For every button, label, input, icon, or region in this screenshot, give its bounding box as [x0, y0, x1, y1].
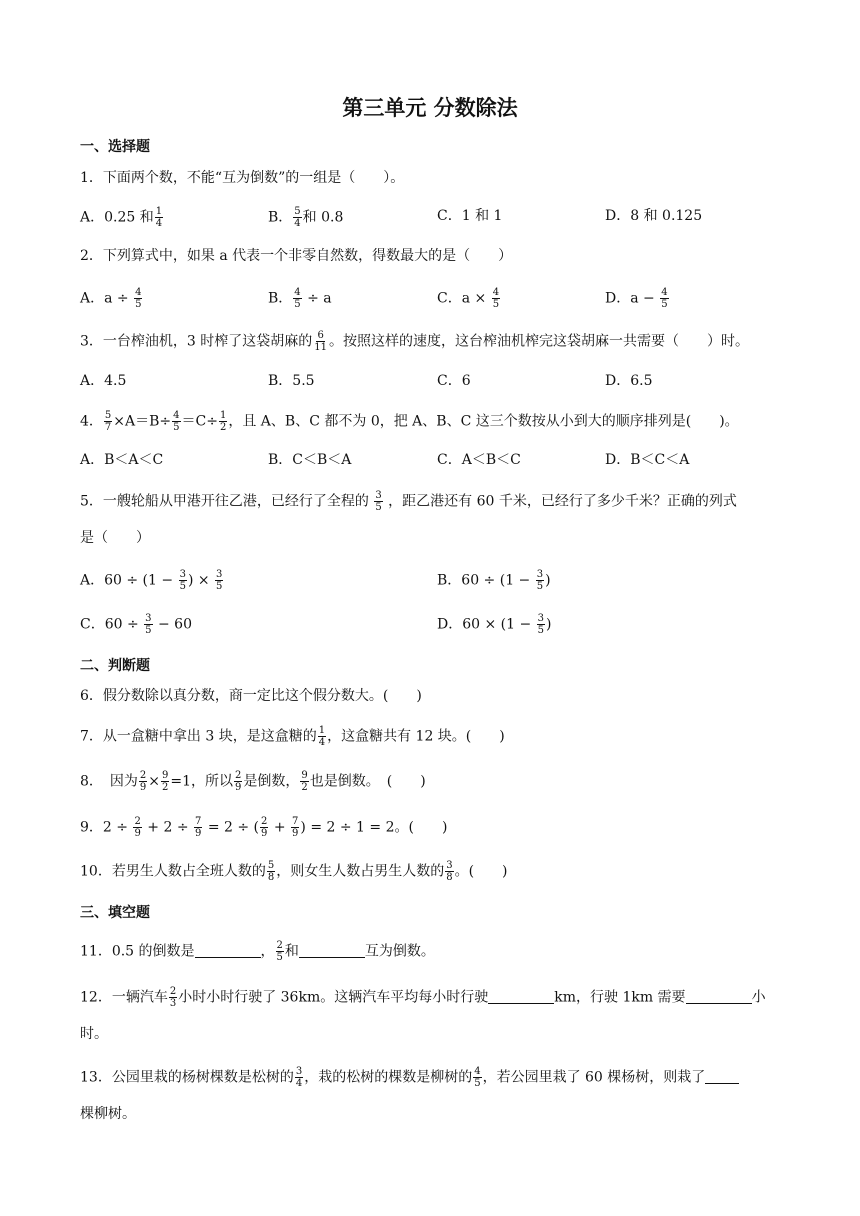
q1-option-b: B． $\frac{5}{4}$ 和 0.8	[268, 206, 344, 229]
question-8: 8． 因为 $\frac{2}{9}$ × $\frac{9}{2}$ =1，所以 $\frac{2}{9}$ 是倒数， $\frac{9}{2}$ 也是倒数。 ( )	[80, 770, 426, 793]
fraction: $\frac{4}{5}$	[661, 287, 668, 310]
fraction: $\frac{3}{5}$	[537, 613, 545, 636]
fraction: $\frac{5}{7}$	[104, 410, 112, 433]
fraction: $\frac{4}{5}$	[135, 287, 142, 310]
q1-option-c: C．1 和 1	[437, 208, 503, 224]
q2-option-d: D．a − $\frac{4}{5}$	[605, 287, 668, 310]
q1-option-d: D．8 和 0.125	[605, 208, 703, 224]
fraction: $\frac{3}{5}$	[179, 569, 186, 592]
question-13-continued: 棵柳树。	[80, 1106, 136, 1122]
fraction: $\frac{3}{5}$	[216, 569, 223, 592]
question-7: 7．从一盒糖中拿出 3 块，是这盒糖的 $\frac{1}{4}$ ，这盒糖共有 12 块。( )	[80, 725, 505, 748]
question-10: 10．若男生人数占全班人数的 $\frac{5}{8}$ ，则女生人数占男生人数的 $\frac{3}{8}$ 。( )	[80, 860, 508, 883]
question-9: 9．2 ÷ $\frac{2}{9}$ + 2 ÷ $\frac{7}{9}$ = 2 ÷ ( $\frac{2}{9}$ + $\frac{7}{9}$ ) = 2 ÷ 1 = 2。( )	[80, 816, 448, 839]
page-title: 第三单元 分数除法	[342, 96, 518, 120]
fraction: $\frac{7}{9}$	[292, 816, 299, 839]
section-heading-fill: 三、填空题	[80, 905, 150, 921]
fraction: $\frac{1}{2}$	[219, 410, 227, 433]
fraction: $\frac{9}{2}$	[301, 770, 308, 793]
fraction: $\frac{2}{5}$	[276, 940, 283, 963]
fraction: $\frac{2}{9}$	[139, 770, 147, 793]
q3-option-c: C．6	[437, 373, 471, 389]
fraction: $\frac{1}{4}$	[318, 725, 326, 748]
fraction: $\frac{2}{9}$	[134, 816, 141, 839]
fraction: $\frac{3}{5}$	[536, 569, 544, 592]
fraction: $\frac{4}{5}$	[492, 287, 500, 310]
q4-option-a: A．B＜A＜C	[80, 452, 164, 468]
question-6: 6．假分数除以真分数，商一定比这个假分数大。( )	[80, 688, 422, 704]
fraction: $\frac{7}{9}$	[195, 816, 202, 839]
q4-option-b: B．C＜B＜A	[268, 452, 352, 468]
q5-option-b: B．60 ÷ (1 − $\frac{3}{5}$ )	[437, 569, 551, 592]
q3-option-d: D．6.5	[605, 373, 653, 389]
fraction: $\frac{6}{11}$	[314, 330, 327, 353]
question-2-stem: 2．下列算式中，如果 a 代表一个非零自然数，得数最大的是（ ）	[80, 248, 513, 264]
fraction: $\frac{4}{5}$	[294, 287, 301, 310]
answer-blank[interactable]	[299, 957, 365, 958]
answer-blank[interactable]	[488, 1003, 554, 1004]
fraction: $\frac{5}{4}$	[294, 206, 301, 229]
question-12-continued: 时。	[80, 1026, 108, 1042]
q2-option-a: A．a ÷ $\frac{4}{5}$	[80, 287, 142, 310]
q5-option-a: A．60 ÷ (1 − $\frac{3}{5}$ ) × $\frac{3}{5}$	[80, 569, 223, 592]
fraction: $\frac{3}{5}$	[145, 613, 152, 636]
q4-option-c: C．A＜B＜C	[437, 452, 521, 468]
answer-blank[interactable]	[705, 1083, 739, 1084]
fraction: $\frac{9}{2}$	[162, 770, 169, 793]
question-1-stem: 1．下面两个数，不能“互为倒数”的一组是（ ）。	[80, 170, 405, 186]
fraction: $\frac{2}{3}$	[169, 986, 177, 1009]
fraction: $\frac{3}{5}$	[375, 490, 382, 513]
q5-option-d: D．60 × (1 − $\frac{3}{5}$ )	[437, 613, 552, 636]
q2-option-b: B． $\frac{4}{5}$ ÷ a	[268, 287, 332, 310]
q1-option-a: A．0.25 和 $\frac{1}{4}$	[80, 206, 163, 229]
fraction: $\frac{4}{5}$	[474, 1066, 481, 1089]
q4-option-d: D．B＜C＜A	[605, 452, 690, 468]
q5-option-c: C．60 ÷ $\frac{3}{5}$ − 60	[80, 613, 192, 636]
answer-blank[interactable]	[686, 1003, 752, 1004]
question-4-stem: 4． $\frac{5}{7}$ ×A＝B÷ $\frac{4}{5}$ ＝C÷ $\frac{1}{2}$ ，且 A、B、C 都不为 0，把 A、B、C 这三个数按从小到大的顺序排列是( )。	[80, 410, 739, 433]
fraction: $\frac{2}{9}$	[235, 770, 242, 793]
question-5-stem: 5．一艘轮船从甲港开往乙港，已经行了全程的 $\frac{3}{5}$ ，距乙港还有 60 千米，已经行了多少千米？正确的列式	[80, 490, 737, 513]
q3-option-b: B．5.5	[268, 373, 315, 389]
fraction: $\frac{2}{9}$	[261, 816, 268, 839]
fraction: $\frac{3}{8}$	[446, 860, 453, 883]
question-3-stem: 3．一台榨油机，3 时榨了这袋胡麻的 $\frac{6}{11}$ 。按照这样的速度，这台榨油机榨完这袋胡麻一共需要（ ）时。	[80, 330, 749, 353]
fraction: $\frac{5}{8}$	[267, 860, 275, 883]
answer-blank[interactable]	[195, 957, 261, 958]
q2-option-c: C．a × $\frac{4}{5}$	[437, 287, 500, 310]
section-heading-judge: 二、判断题	[80, 658, 150, 674]
question-13: 13．公园里栽的杨树棵数是松树的 $\frac{3}{4}$ ，栽的松树的棵数是柳树的 $\frac{4}{5}$ ，若公园里栽了 60 棵杨树，则栽了	[80, 1066, 739, 1089]
question-5-stem-continued: 是（ ）	[80, 530, 150, 546]
question-12: 12．一辆汽车 $\frac{2}{3}$ 小时小时行驶了 36km。这辆汽车平均每小时行驶 km，行驶 1km 需要 小	[80, 986, 766, 1009]
question-11: 11．0.5 的倒数是 ， $\frac{2}{5}$ 和 互为倒数。	[80, 940, 435, 963]
q3-option-a: A．4.5	[80, 373, 127, 389]
section-heading-choice: 一、选择题	[80, 139, 150, 155]
fraction: $\frac{1}{4}$	[155, 206, 163, 229]
fraction: $\frac{3}{4}$	[295, 1066, 303, 1089]
fraction: $\frac{4}{5}$	[173, 410, 180, 433]
